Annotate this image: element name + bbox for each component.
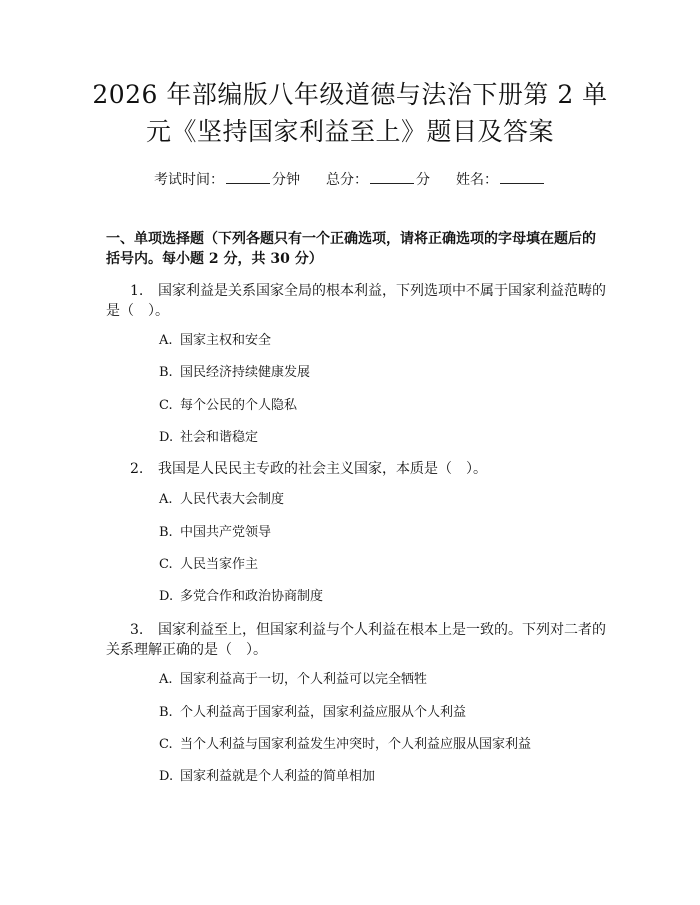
question-3-option-c: C. 当个人利益与国家利益发生冲突时，个人利益应服从国家利益 (159, 737, 532, 752)
question-1-option-b: B. 国民经济持续健康发展 (159, 365, 311, 380)
name-blank (500, 171, 544, 184)
question-1 (106, 281, 608, 321)
question-2-option-c: C. 人民当家作主 (159, 557, 259, 572)
time-unit: 分钟 (272, 172, 300, 188)
question-2-option-a: A. 人民代表大会制度 (159, 492, 285, 507)
question-number: 1. (130, 283, 144, 299)
exam-meta (0, 169, 700, 189)
document-title (60, 76, 640, 150)
exam-score (326, 169, 430, 189)
question-3-option-d: D. 国家利益就是个人利益的简单相加 (159, 769, 376, 784)
question-2 (106, 459, 608, 479)
question-number: 3. (130, 622, 144, 638)
question-2-option-b: B. 中国共产党领导 (159, 525, 272, 540)
question-text: 国家利益是关系国家全局的根本利益，下列选项中不属于国家利益范畴的是（ ）。 (106, 283, 606, 319)
question-1-option-a: A. 国家主权和安全 (159, 333, 272, 348)
exam-time (154, 169, 300, 189)
question-number: 2. (130, 461, 144, 477)
time-blank (226, 171, 270, 184)
title-line-1: 2026 年部编版八年级道德与法治下册第 2 单 (92, 80, 608, 109)
name-label: 姓名： (456, 172, 498, 188)
question-text: 我国是人民民主专政的社会主义国家，本质是（ ）。 (158, 461, 487, 477)
question-1-option-d: D. 社会和谐稳定 (159, 430, 259, 445)
question-1-option-c: C. 每个公民的个人隐私 (159, 398, 298, 413)
question-3 (106, 620, 608, 660)
question-2-option-d: D. 多党合作和政治协商制度 (159, 589, 324, 604)
title-line-2: 元《坚持国家利益至上》题目及答案 (145, 117, 554, 146)
score-blank (370, 171, 414, 184)
question-3-option-b: B. 个人利益高于国家利益，国家利益应服从个人利益 (159, 705, 467, 720)
section-heading: 一、单项选择题（下列各题只有一个正确选项，请将正确选项的字母填在题后的括号内。每小题 2 分，共 30 分） (106, 231, 596, 267)
score-unit: 分 (416, 172, 430, 188)
exam-name (456, 169, 546, 189)
question-3-option-a: A. 国家利益高于一切，个人利益可以完全牺牲 (159, 672, 428, 687)
question-text: 国家利益至上，但国家利益与个人利益在根本上是一致的。下列对二者的关系理解正确的是（ ）。 (106, 622, 606, 658)
score-label: 总分： (326, 172, 368, 188)
time-label: 考试时间： (154, 172, 224, 188)
